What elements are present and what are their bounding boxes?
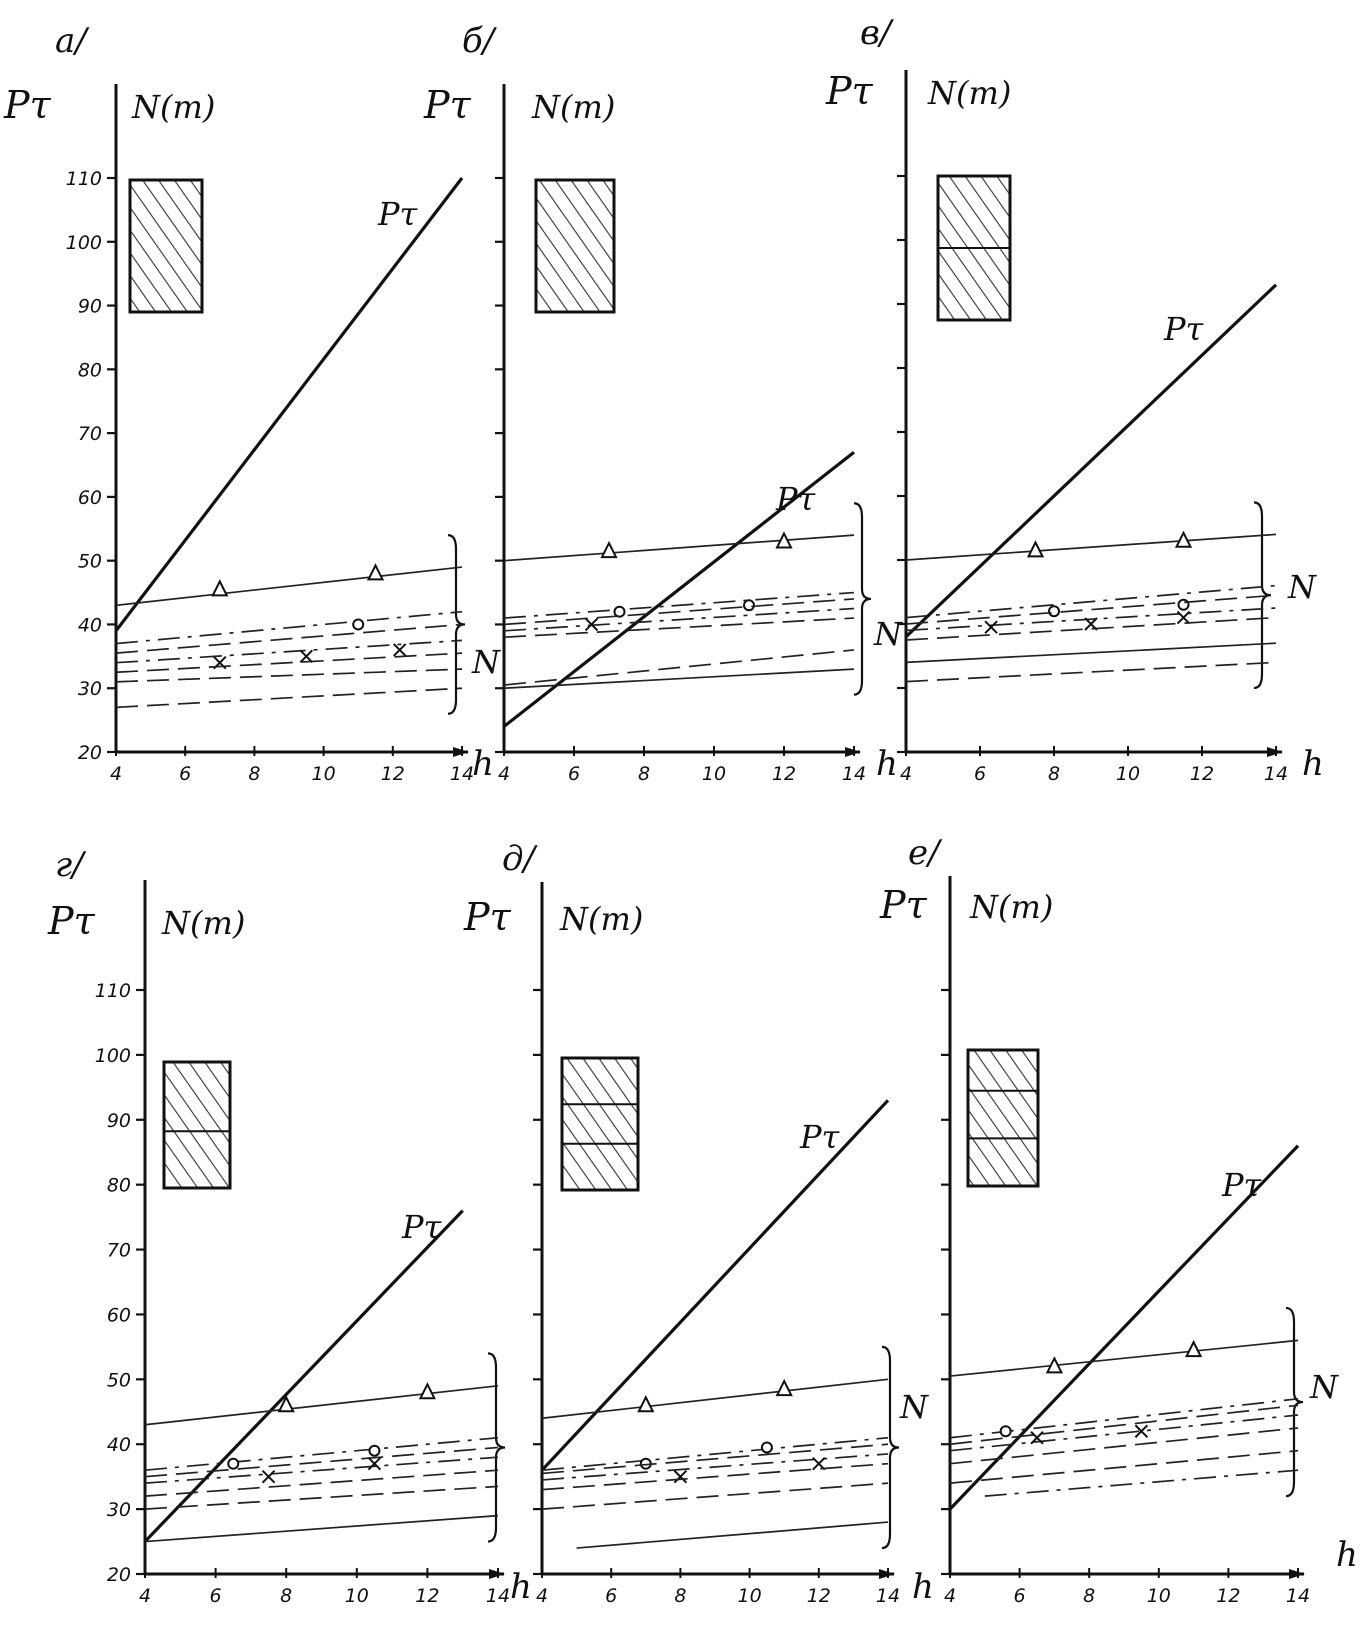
n-group-label: N (900, 1388, 928, 1426)
pt-curve-label: Pτ (776, 480, 816, 518)
triangle-marker (1187, 1342, 1201, 1356)
n-series-line (145, 1386, 498, 1425)
n-series-line (145, 1470, 498, 1496)
n-group-label: N (1310, 1368, 1338, 1406)
x-marker (300, 650, 312, 662)
y-tick-label: 110 (65, 168, 102, 190)
circle-marker (369, 1446, 379, 1456)
y-axis-label: Pτ (48, 899, 95, 943)
x-axis-label: h (510, 1567, 532, 1607)
y-tick-label: 60 (77, 486, 102, 509)
x-tick-label: 4 (899, 763, 913, 785)
n-series-line (985, 1470, 1298, 1496)
x-tick-label: 12 (1189, 763, 1215, 785)
plot-marks (95, 880, 510, 1607)
pt-curve-label: Pτ (378, 195, 418, 233)
n-series-line (906, 662, 1276, 681)
n-series-line (145, 1447, 498, 1476)
n-series-line (145, 1516, 498, 1542)
n-series-line (906, 643, 1276, 662)
panel-v (825, 13, 1324, 785)
circle-marker (228, 1459, 238, 1469)
inset-box (164, 1062, 230, 1188)
x-axis-label: h (912, 1567, 934, 1607)
n-bracket (854, 503, 871, 694)
n-group-label: N (472, 643, 500, 681)
x-tick-label: 4 (943, 1585, 957, 1607)
y-tick-label: 40 (106, 1434, 131, 1457)
panel-label: б/ (462, 21, 495, 61)
y-tick-label: 100 (94, 1044, 131, 1067)
y2-axis-label: N(т) (532, 88, 616, 126)
n-series-line (906, 534, 1276, 560)
x-axis-label: h (1336, 1535, 1358, 1575)
n-series-line (116, 640, 462, 662)
y-tick-label: 50 (77, 550, 102, 573)
y2-axis-label: N(т) (928, 74, 1012, 112)
n-series-line (116, 669, 462, 682)
triangle-marker (777, 1381, 791, 1395)
y-tick-label: 20 (77, 742, 102, 764)
circle-marker (762, 1442, 772, 1452)
x-tick-label: 12 (415, 1585, 440, 1607)
x-tick-label: 6 (567, 763, 581, 785)
n-series-line (542, 1444, 888, 1473)
n-series-line (577, 1522, 888, 1548)
n-group-label: N (1288, 568, 1316, 606)
pt-curve-label: Pτ (800, 1118, 840, 1156)
x-marker (263, 1471, 275, 1483)
panel-label: е/ (908, 833, 940, 873)
triangle-marker (1029, 542, 1043, 556)
n-series-line (145, 1438, 498, 1470)
y-tick-label: 80 (106, 1174, 131, 1197)
x-tick-label: 10 (737, 1585, 762, 1607)
x-marker (394, 644, 406, 656)
x-tick-label: 14 (841, 763, 867, 785)
pt-curve-label: Pτ (1164, 310, 1204, 348)
x-tick-label: 6 (1013, 1585, 1026, 1607)
y-tick-label: 60 (106, 1304, 131, 1327)
y-tick-label: 110 (94, 980, 131, 1002)
panel-g (47, 845, 532, 1607)
triangle-marker (602, 543, 616, 557)
y-tick-label: 50 (106, 1369, 131, 1392)
y-tick-label: 80 (77, 359, 102, 382)
x-tick-label: 4 (535, 1585, 549, 1607)
n-series-line (504, 669, 854, 688)
x-tick-label: 10 (1146, 1585, 1171, 1607)
plot-marks (533, 882, 900, 1607)
x-tick-label: 8 (674, 1585, 687, 1607)
x-tick-label: 10 (344, 1585, 369, 1607)
y2-axis-label: N(т) (162, 904, 246, 942)
y-tick-label: 20 (106, 1564, 131, 1586)
y-tick-label: 30 (106, 1499, 131, 1522)
triangle-marker (639, 1397, 653, 1411)
n-series-line (906, 586, 1276, 618)
n-series-line (145, 1486, 498, 1509)
panel-e (879, 833, 1358, 1607)
n-bracket (1254, 502, 1271, 688)
n-series-line (504, 535, 854, 561)
x-marker (674, 1471, 686, 1483)
x-marker (985, 621, 997, 633)
x-tick-label: 10 (1115, 763, 1141, 785)
circle-marker (1001, 1426, 1011, 1436)
y-tick-label: 70 (77, 423, 102, 446)
triangle-marker (213, 581, 227, 595)
y-axis-label: Pτ (880, 883, 927, 927)
x-tick-label: 8 (1083, 1585, 1096, 1607)
x-tick-label: 10 (701, 763, 727, 785)
circle-marker (744, 600, 754, 610)
x-tick-label: 14 (449, 763, 475, 785)
n-series-line (906, 608, 1276, 630)
panel-label: д/ (502, 839, 536, 879)
y-tick-label: 90 (106, 1109, 131, 1132)
circle-marker (1049, 606, 1059, 616)
x-tick-label: 6 (605, 1585, 618, 1607)
x-tick-label: 14 (875, 1585, 901, 1607)
x-tick-label: 6 (179, 763, 192, 785)
n-series-line (950, 1405, 1298, 1444)
inset-box (130, 180, 202, 312)
x-tick-label: 4 (497, 763, 511, 785)
inset-box (968, 1050, 1038, 1186)
n-series-line (116, 567, 462, 605)
x-tick-label: 12 (1216, 1585, 1241, 1607)
n-series-line (542, 1379, 888, 1418)
y-axis-label: Pτ (4, 83, 51, 127)
pt-curve-label: Pτ (402, 1208, 442, 1246)
y-axis-label: Pτ (826, 69, 873, 113)
plot-marks (66, 84, 474, 785)
n-series-line (116, 688, 462, 707)
n-series-line (950, 1340, 1298, 1376)
x-tick-label: 8 (637, 763, 651, 785)
circle-marker (353, 619, 363, 629)
x-tick-label: 6 (973, 763, 987, 785)
panel-label: а/ (55, 21, 87, 61)
panel-label: в/ (860, 13, 892, 53)
y-axis-label: Pτ (464, 895, 511, 939)
n-series-line (542, 1438, 888, 1470)
panel-a (3, 21, 501, 785)
y2-axis-label: N(т) (970, 888, 1054, 926)
x-tick-label: 6 (209, 1585, 222, 1607)
inset-box (536, 180, 614, 312)
y-tick-label: 100 (65, 231, 102, 254)
pt-series-line (906, 285, 1276, 637)
y-tick-label: 70 (106, 1239, 131, 1262)
y2-axis-label: N(т) (560, 900, 644, 938)
x-tick-label: 10 (311, 763, 336, 785)
plot-marks (941, 876, 1310, 1607)
pt-curve-label: Pτ (1222, 1166, 1262, 1204)
y-axis-label: Pτ (424, 83, 471, 127)
y-tick-label: 90 (77, 295, 102, 318)
x-tick-label: 8 (248, 763, 261, 785)
triangle-marker (420, 1384, 434, 1398)
n-series-line (542, 1483, 888, 1509)
x-tick-label: 8 (280, 1585, 293, 1607)
plot-marks (495, 84, 871, 785)
x-tick-label: 14 (485, 1585, 511, 1607)
n-series-line (145, 1457, 498, 1483)
x-axis-label: h (876, 744, 898, 784)
y-tick-label: 40 (77, 614, 102, 637)
inset-box (562, 1058, 638, 1190)
x-axis-label: h (472, 744, 494, 784)
x-tick-label: 4 (109, 763, 123, 785)
x-tick-label: 8 (1047, 763, 1061, 785)
x-marker (368, 1458, 380, 1470)
triangle-marker (369, 565, 383, 579)
x-tick-label: 12 (806, 1585, 831, 1607)
x-tick-label: 14 (1263, 763, 1289, 785)
x-marker (1178, 612, 1190, 624)
panel-d (463, 839, 934, 1607)
n-series-line (504, 593, 854, 619)
x-axis-label: h (1302, 744, 1324, 784)
y2-axis-label: N(т) (132, 88, 216, 126)
n-series-line (906, 618, 1276, 640)
panel-label: г/ (55, 845, 84, 885)
n-series-line (504, 650, 854, 685)
pt-series-line (950, 1146, 1298, 1509)
n-series-line (116, 653, 462, 672)
n-group-label: N (874, 615, 902, 653)
x-tick-label: 12 (771, 763, 797, 785)
n-bracket (1286, 1308, 1303, 1496)
x-tick-label: 4 (138, 1585, 152, 1607)
x-tick-label: 14 (1285, 1585, 1311, 1607)
n-bracket (882, 1347, 899, 1548)
plot-marks (897, 70, 1288, 785)
x-tick-label: 12 (380, 763, 405, 785)
y-tick-label: 30 (77, 678, 102, 701)
circle-marker (615, 607, 625, 617)
